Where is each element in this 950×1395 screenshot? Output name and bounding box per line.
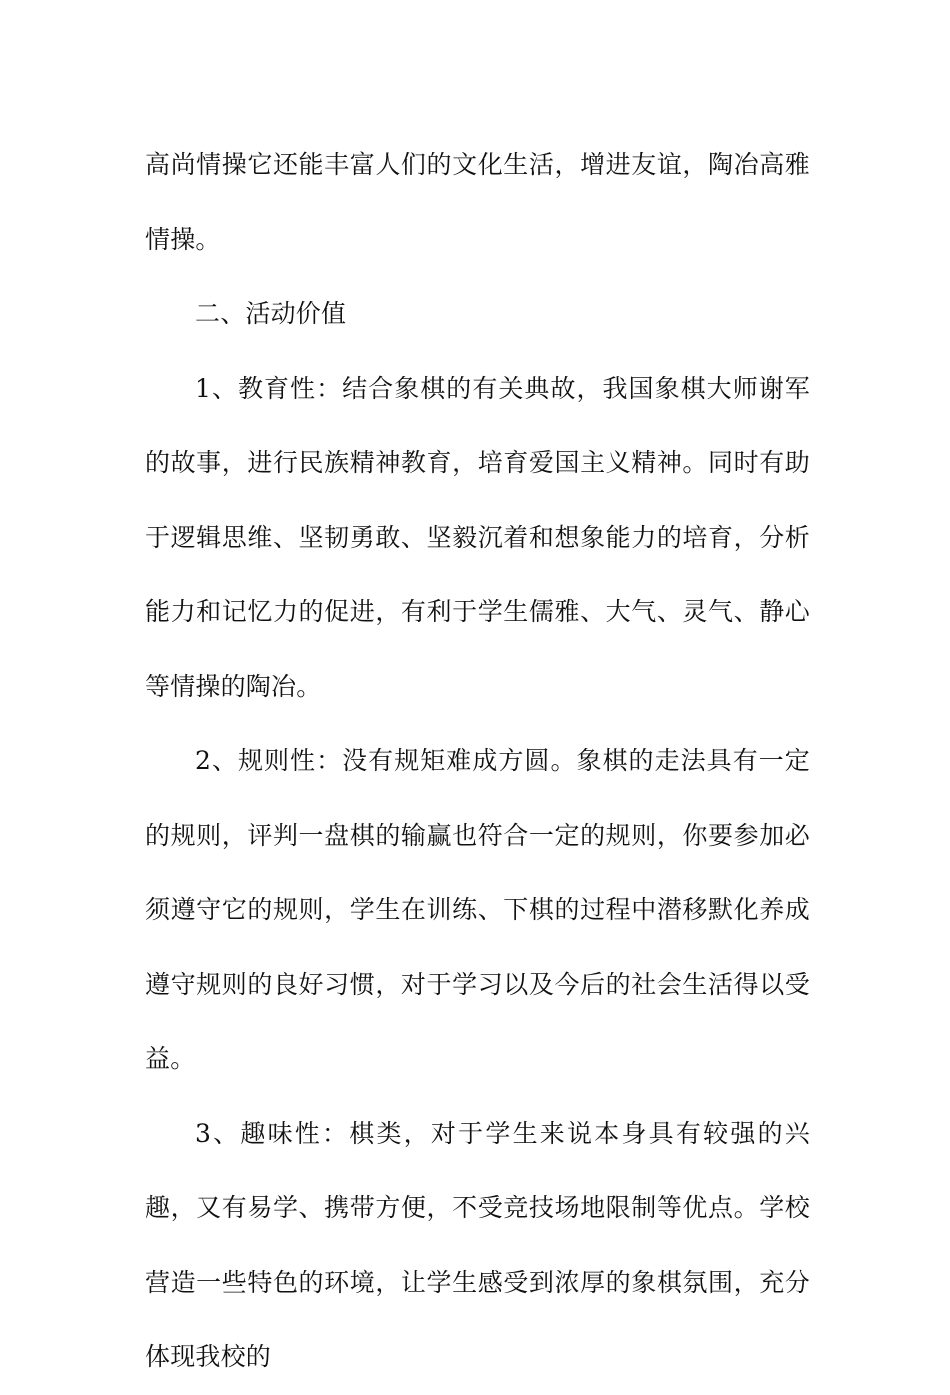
- paragraph-continuation: 高尚情操它还能丰富人们的文化生活，增进友谊，陶冶高雅情操。: [145, 150, 810, 254]
- paragraph-rules: 2、规则性：没有规矩难成方圆。象棋的走法具有一定的规则，评判一盘棋的输赢也符合一定的规则，你要参加必须遵守它的规则，学生在训练、下棋的过程中潜移默化养成遵守规则的良好习惯，对于学习以及今后的社会生活得以受益。: [145, 746, 810, 1073]
- paragraph-interest: 3、趣味性：棋类，对于学生来说本身具有较强的兴趣，又有易学、携带方便，不受竞技场地限制等优点。学校营造一些特色的环境，让学生感受到浓厚的象棋氛围，充分体现我校的: [145, 1118, 810, 1371]
- paragraph-education: 1、教育性：结合象棋的有关典故，我国象棋大师谢军的故事，进行民族精神教育，培育爱国主义精神。同时有助于逻辑思维、坚韧勇敢、坚毅沉着和想象能力的培育，分析能力和记忆力的促进，有利于学生儒雅、大气、灵气、静心等情操的陶冶。: [145, 373, 810, 701]
- section-heading: 二、活动价值: [195, 299, 347, 328]
- document-body: [145, 128, 810, 1395]
